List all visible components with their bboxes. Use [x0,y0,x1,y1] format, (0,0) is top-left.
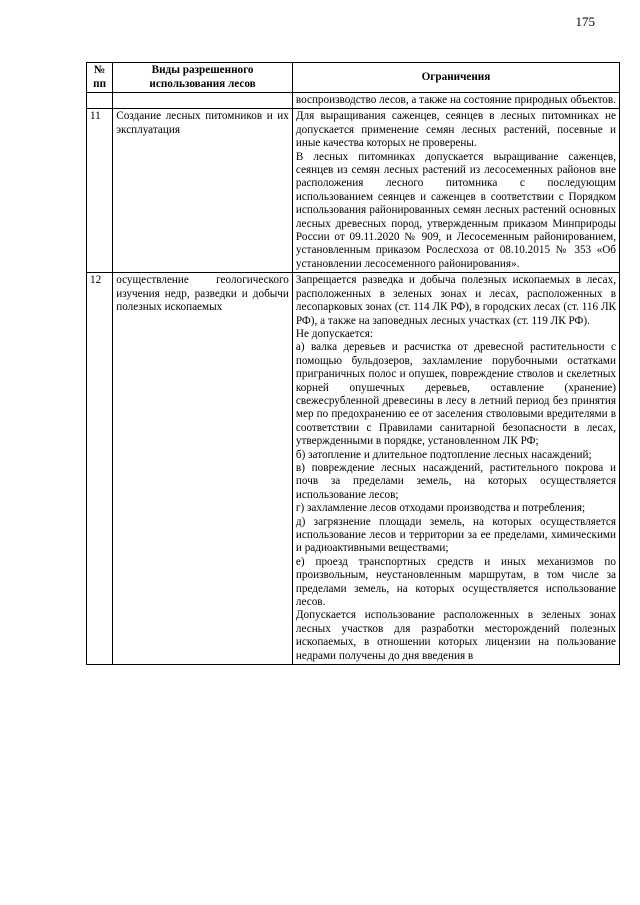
table-row-continuation [87,93,620,109]
cell-use-type: осуществление геологического изучения недр, разведки и добычи полезных ископаемых [113,273,293,665]
limitation-item-v: в) повреждение лесных насаждений, растительного покрова и почв за пределами земель, на которых осуществляется использование лесов; [295,461,616,501]
header-number-line2: пп [93,77,107,90]
limitation-item-g: г) захламление лесов отходами производства и потребления; [295,502,586,515]
limitation-paragraph: Для выращивания саженцев, сеянцев в лесных питомниках не допускается применение семян лесных растений, посевные и иные качества которых не проверены. [295,110,616,150]
cell-use-type: Создание лесных питомников и их эксплуатация [113,109,293,273]
limitation-item-e: е) проезд транспортных средств и иных механизмов по произвольным, неустановленным маршрутам, в том числе за пределами земель, на которых осуществляется использование лесов. [295,555,616,609]
header-use-type-line1: Виды разрешенного [151,64,254,77]
header-use-type-line2: использования лесов [149,77,256,90]
limitation-item-b: б) затопление и длительное подтопление лесных насаждений; [295,448,592,461]
restrictions-table [86,62,620,665]
cell-limitations [292,273,619,665]
cell-number: 12 [87,273,113,665]
cell-number [87,93,113,109]
limitation-paragraph: Запрещается разведка и добыча полезных ископаемых в лесах, расположенных в зеленых зонах и лесах, расположенных в лесопарковых зонах (ст. 114 ЛК РФ), в городских лесах (ст. 116 ЛК РФ), а также на заповедных лесных участках (ст. 119 ЛК РФ). [295,274,616,327]
header-number-line1: № [93,64,106,77]
cell-number: 11 [87,109,113,273]
cell-use-type [113,93,293,109]
cell-limitations [292,93,619,109]
table-row-11 [87,109,620,273]
header-number [87,63,113,93]
limitation-paragraph: воспроизводство лесов, а также на состояние природных объектов. [295,94,616,106]
header-limitations: Ограничения [292,63,619,93]
limitation-item-a: а) валка деревьев и расчистка от древесной растительности с помощью бульдозеров, захламление порубочными остатками приграничных полос и опушек, повреждение стволов и скелетных корней опушечных деревьев, оставление (хранение) свежесрубленной древесины в лесу в летний период без принятия мер по предохранению ее от заселения стволовыми вредителями в соответствии с Правилами санитарной безопасности в лесах, утвержденными в порядке, установленном ЛК РФ; [295,341,616,448]
table-header-row [87,63,620,93]
limitation-paragraph: Не допускается: [295,327,374,340]
limitation-paragraph: В лесных питомниках допускается выращивание саженцев, сеянцев из семян лесных растений из лесосеменных районов вне расположения лесного питомника с последующим использованием сеянцев и саженцев в соответствии с Порядком использования районированных семян лесных растений основных лесных древесных пород, утвержденным приказом Минприроды России от 09.11.2020 № 909, и Лесосеменным районированием, установленным приказом Рослесхоза от 08.10.2015 № 353 «Об установлении лесосеменного районирования». [295,150,616,270]
header-use-type [113,63,293,93]
table-row-12 [87,273,620,665]
limitation-item-d: д) загрязнение площади земель, на которых осуществляется использование лесов и территории за ее пределами, химическими и радиоактивными веществами; [295,515,616,555]
limitation-paragraph: Допускается использование расположенных в зеленых зонах лесных участков для разработки месторождений полезных ископаемых, в отношении которых лицензии на пользование недрами получены до дня введения в [295,609,616,662]
page-number: 175 [575,14,595,29]
cell-limitations [292,109,619,273]
